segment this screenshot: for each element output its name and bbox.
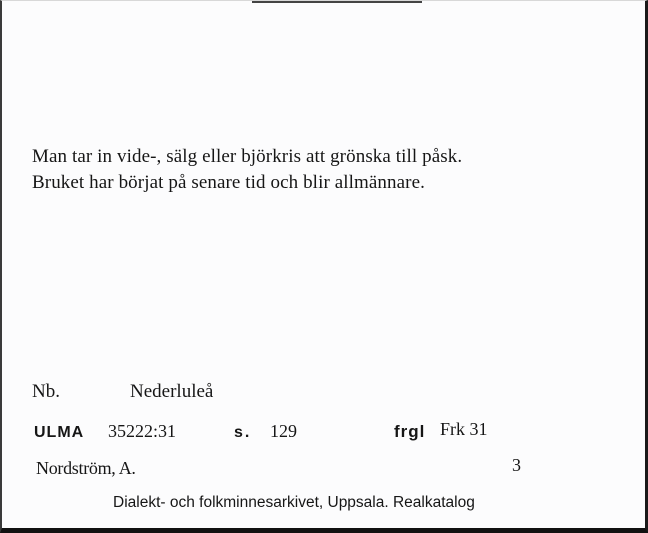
card-number: 3 (512, 455, 521, 475)
nb-label: Nb. (32, 381, 60, 402)
place-name: Nederluleå (130, 381, 214, 402)
ulma-number: 35222:31 (108, 421, 177, 441)
card-text-line-2: Bruket har börjat på senare tid och blir allmännare. (32, 172, 425, 193)
frgl-value: Frk 31 (440, 419, 488, 439)
archive-footer: Dialekt- och folkminnesarkivet, Uppsala. Realkatalog (113, 494, 475, 511)
frgl-label: frgl (394, 422, 426, 441)
page-number: 129 (270, 421, 297, 441)
top-edge-mark (252, 1, 422, 3)
card-text-line-1: Man tar in vide-, sälg eller björkris att grönska till påsk. (32, 146, 463, 167)
collector-name: Nordström, A. (36, 458, 136, 478)
page-label: s. (234, 424, 252, 441)
ulma-label: ULMA (34, 424, 85, 441)
